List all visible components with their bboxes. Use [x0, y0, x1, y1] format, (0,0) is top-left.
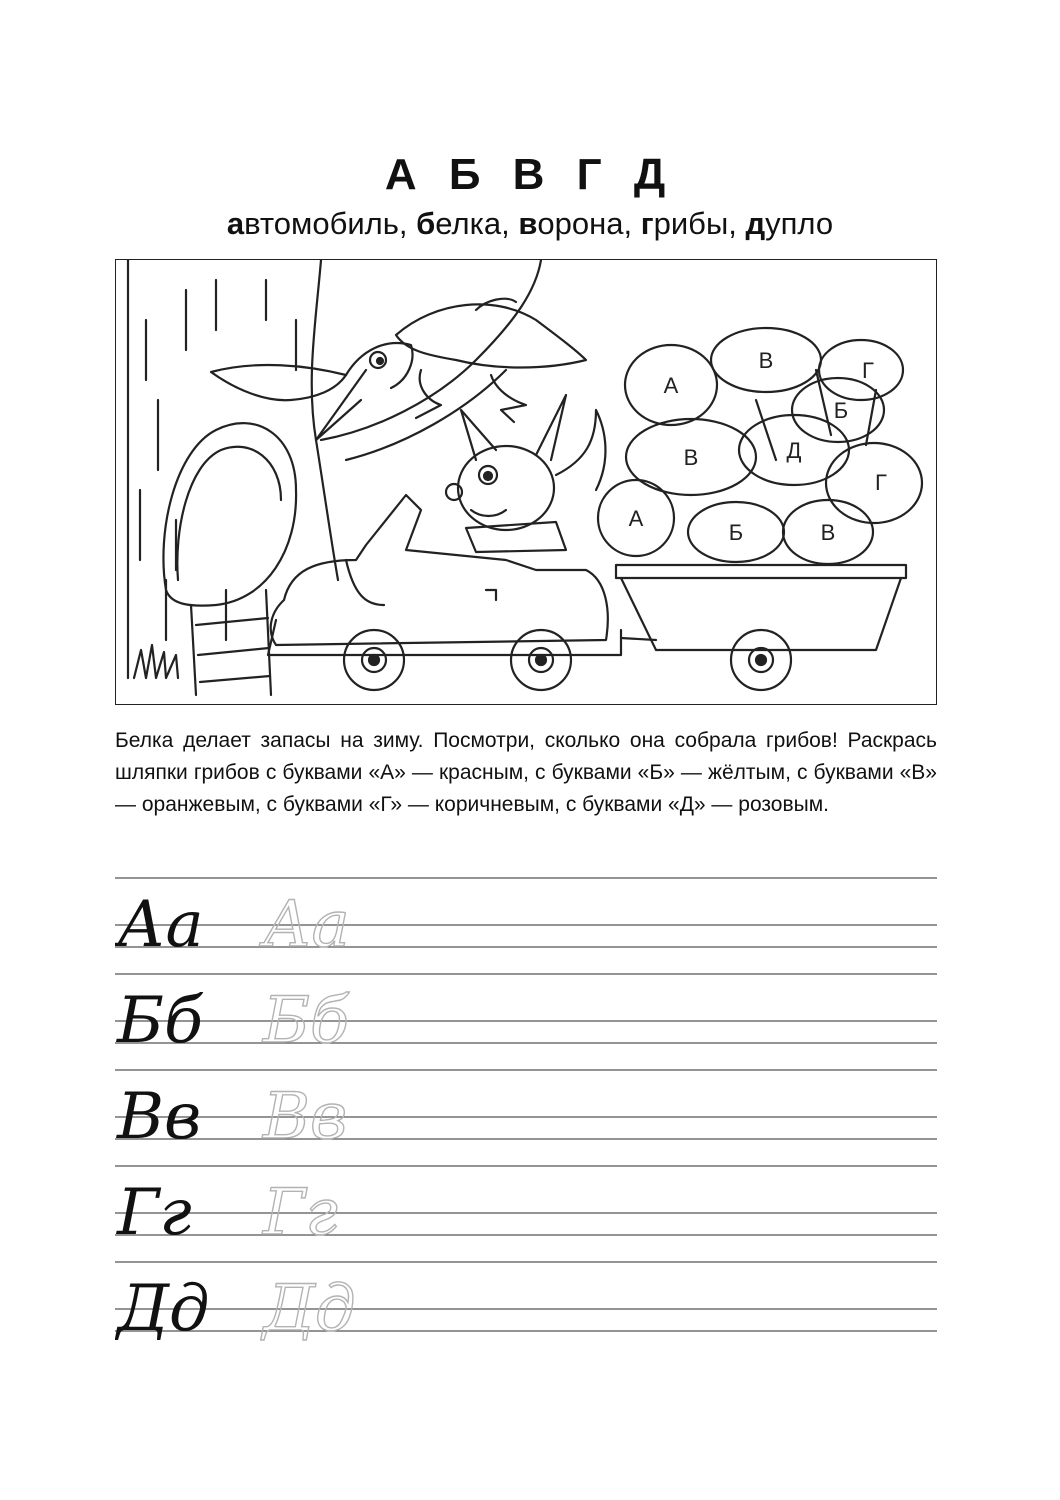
word-vorona: ворона	[518, 206, 624, 241]
mushroom-pile	[598, 328, 922, 564]
word-duplo: дупло	[745, 206, 834, 241]
mushroom-letter: Б	[728, 520, 744, 545]
trace-letter: Аа	[263, 888, 350, 962]
trace-letter: Вв	[263, 1080, 348, 1154]
sample-letter: Гг	[117, 1176, 192, 1250]
letter-samples	[115, 888, 356, 1342]
sample-letter: Вв	[117, 1080, 202, 1154]
word-avtomobil: автомобиль	[226, 206, 399, 241]
sample-letter: Дд	[117, 1272, 210, 1342]
trace-letter: Дд	[263, 1272, 356, 1342]
trace-letter: Бб	[263, 984, 350, 1058]
squirrel	[446, 395, 605, 552]
mushroom-letter: Г	[875, 470, 887, 495]
crow	[211, 299, 586, 440]
example-words: автомобиль, белка, ворона, грибы, дупло	[226, 206, 834, 241]
mushroom-letter: Д	[786, 438, 802, 463]
sample-letter: Аа	[117, 888, 204, 962]
mushroom-letter: В	[758, 348, 774, 373]
word-belka: белка	[416, 206, 502, 241]
coloring-illustration	[115, 259, 937, 705]
mushroom-letter: А	[663, 373, 679, 398]
page-title: А Б В Г Д	[384, 150, 676, 199]
ruling-lines	[115, 878, 937, 1331]
mushroom-cap	[819, 340, 903, 400]
sample-letter: Бб	[117, 984, 204, 1058]
grass	[134, 645, 178, 678]
mushroom-letter: Б	[833, 398, 849, 423]
mushroom-cap	[826, 443, 922, 523]
mushroom-letter: В	[683, 445, 699, 470]
mushroom-letter: А	[628, 506, 644, 531]
word-griby: грибы	[640, 206, 729, 241]
cart	[616, 565, 906, 690]
car	[268, 495, 621, 690]
mushroom-letter: Г	[862, 358, 874, 383]
copybook-lines	[115, 862, 937, 1342]
tree-trunk	[128, 260, 541, 678]
mushroom-letter: В	[820, 520, 836, 545]
task-instructions: Белка делает запасы на зиму. Посмотри, сколько она собрала грибов! Раскрась шляпки грибов с буквами «А» — красным, с буквами «Б» — жёлтым, с буквами «В» — оранжевым, с буквами «Г» — коричневым, с буквами «Д» — розовым.	[115, 729, 937, 816]
trace-letter: Гг	[263, 1176, 338, 1250]
